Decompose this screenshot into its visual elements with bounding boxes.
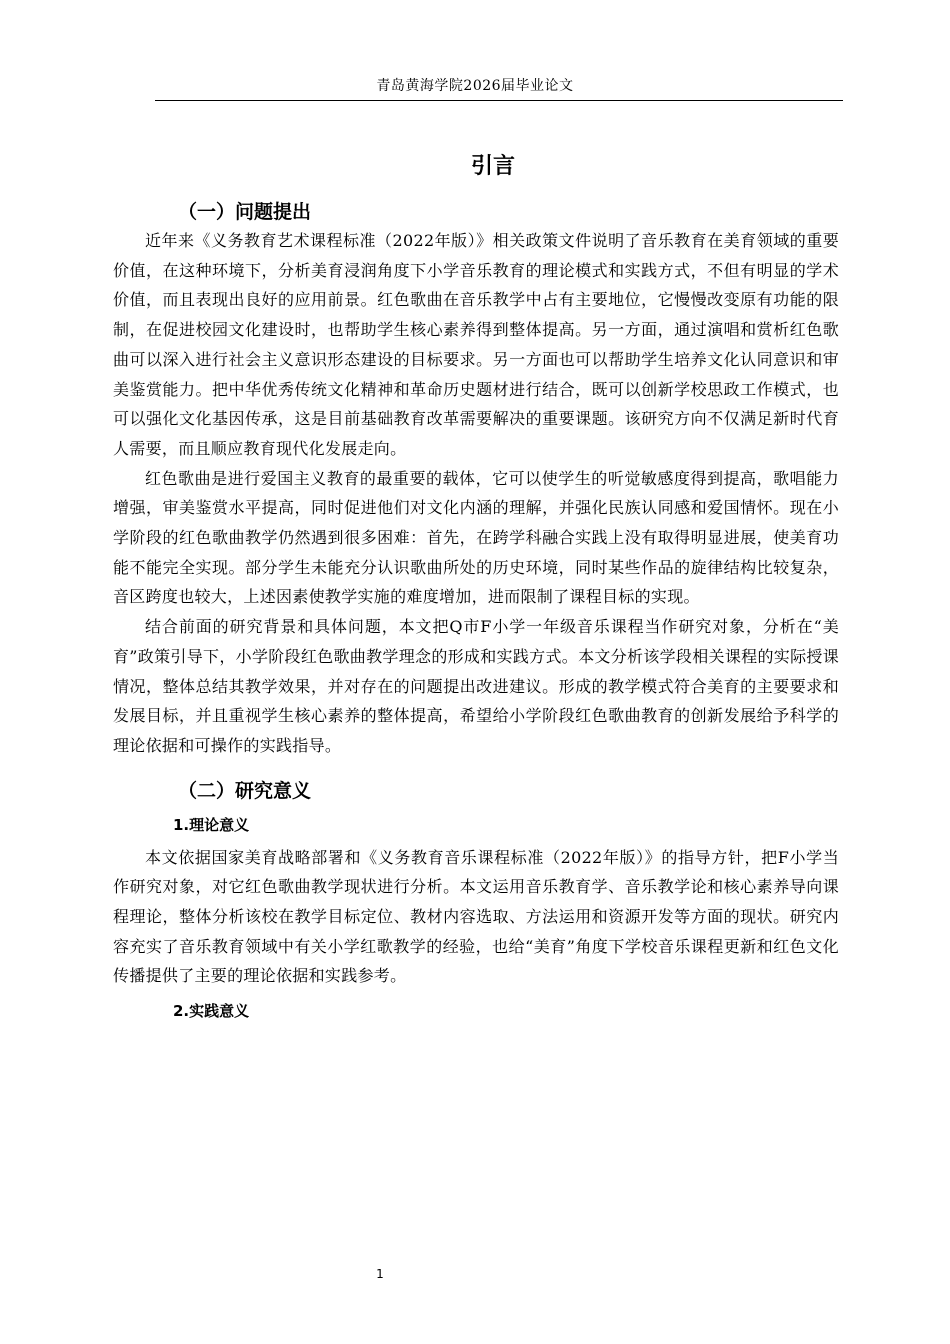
section-heading-significance: （二）研究意义 bbox=[178, 779, 312, 802]
document-body bbox=[113, 138, 839, 1029]
subsection-heading-theory: 1.理论意义 bbox=[173, 815, 250, 834]
paragraph: 结合前面的研究背景和具体问题，本文把Q市F小学一年级音乐课程当作研究对象，分析在“美育”政策引导下，小学阶段红色歌曲教学理念的形成和实践方式。本文分析该学段相关课程的实际授课情况，整体总结其教学效果，并对存在的问题提出改进建议。形成的教学模式符合美育的主要要求和发展目标，并且重视学生核心素养的整体提高，希望给小学阶段红色歌曲教育的创新发展给予科学的理论依据和可操作的实践指导。 bbox=[113, 617, 839, 755]
page-number: 1 bbox=[376, 1267, 384, 1281]
paragraph: 红色歌曲是进行爱国主义教育的最重要的载体，它可以使学生的听觉敏感度得到提高，歌唱能力增强，审美鉴赏水平提高，同时促进他们对文化内涵的理解，并强化民族认同感和爱国情怀。现在小学阶段的红色歌曲教学仍然遇到很多困难：首先，在跨学科融合实践上没有取得明显进展，使美育功能不能完全实现。部分学生未能充分认识歌曲所处的历史环境，同时某些作品的旋律结构比较复杂，音区跨度也较大，上述因素使教学实施的难度增加，进而限制了课程目标的实现。 bbox=[113, 468, 839, 607]
subsection-heading-practice: 2.实践意义 bbox=[173, 1002, 250, 1021]
paragraph: 近年来《义务教育艺术课程标准（2022年版）》相关政策文件说明了音乐教育在美育领域的重要价值，在这种环境下，分析美育浸润角度下小学音乐教育的理论模式和实践方式，不但有明显的学术价值，而且表现出良好的应用前景。红色歌曲在音乐教学中占有主要地位，它慢慢改变原有功能的限制，在促进校园文化建设时，也帮助学生核心素养得到整体提高。另一方面，通过演唱和赏析红色歌曲可以深入进行社会主义意识形态建设的目标要求。另一方面也可以帮助学生培养文化认同意识和审美鉴赏能力。把中华优秀传统文化精神和革命历史题材进行结合，既可以创新学校思政工作模式，也可以强化文化基因传承，这是目前基础教育改革需要解决的重要课题。该研究方向不仅满足新时代育人需要，而且顺应教育现代化发展走向。 bbox=[113, 231, 839, 458]
document-title: 引言 bbox=[470, 154, 515, 179]
header-rule bbox=[155, 100, 843, 101]
section-heading-problem: （一）问题提出 bbox=[178, 201, 312, 223]
running-header: 青岛黄海学院2026届毕业论文 bbox=[376, 78, 574, 94]
paragraph: 本文依据国家美育战略部署和《义务教育音乐课程标准（2022年版）》的指导方针，把F小学当作研究对象，对它红色歌曲教学现状进行分析。本文运用音乐教育学、音乐教学论和核心素养导向课程理论，整体分析该校在教学目标定位、教材内容选取、方法运用和资源开发等方面的现状。研究内容充实了音乐教育领域中有关小学红歌教学的经验，也给“美育”角度下学校音乐课程更新和红色文化传播提供了主要的理论依据和实践参考。 bbox=[113, 847, 839, 986]
